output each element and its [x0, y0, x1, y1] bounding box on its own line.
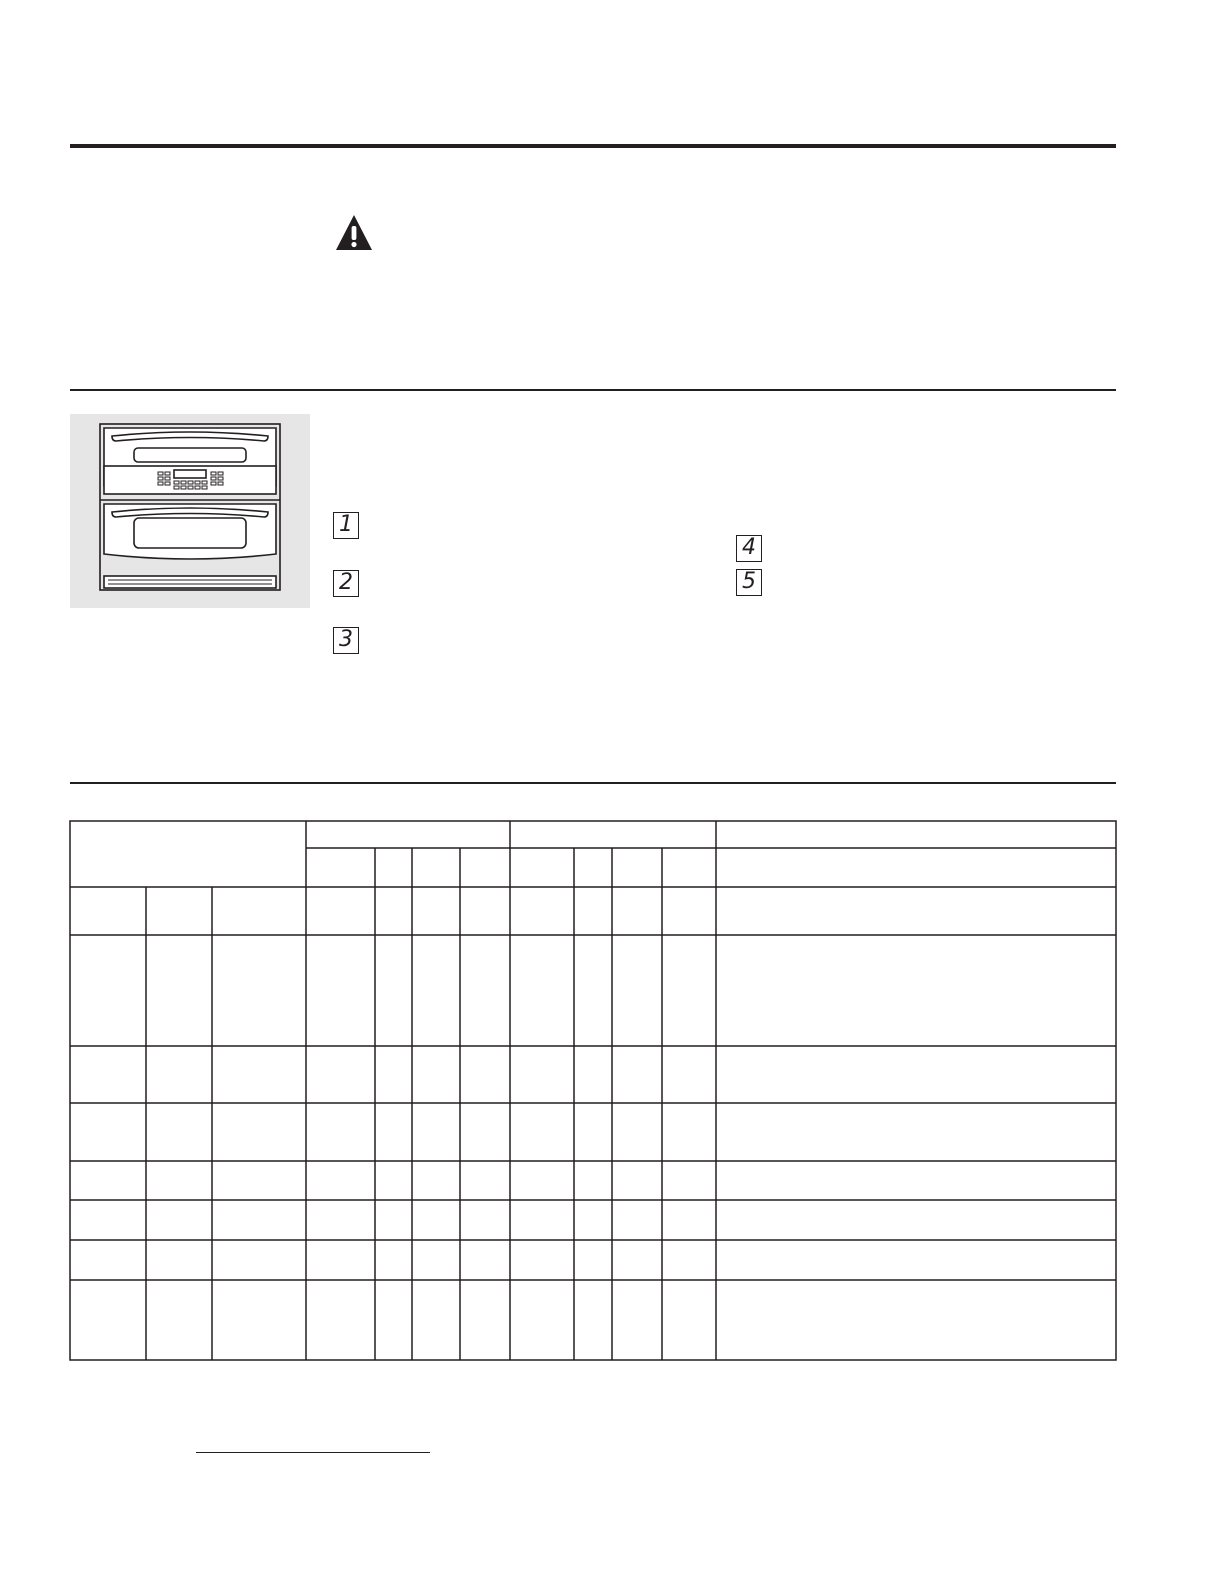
step-number-4: 4 [736, 535, 762, 562]
footnote-divider [196, 1452, 430, 1453]
table-border [70, 821, 1116, 1360]
step-number-2: 2 [333, 570, 359, 597]
step-number-5: 5 [736, 569, 762, 596]
step-number-1: 1 [333, 512, 359, 539]
step-number-3: 3 [333, 627, 359, 654]
